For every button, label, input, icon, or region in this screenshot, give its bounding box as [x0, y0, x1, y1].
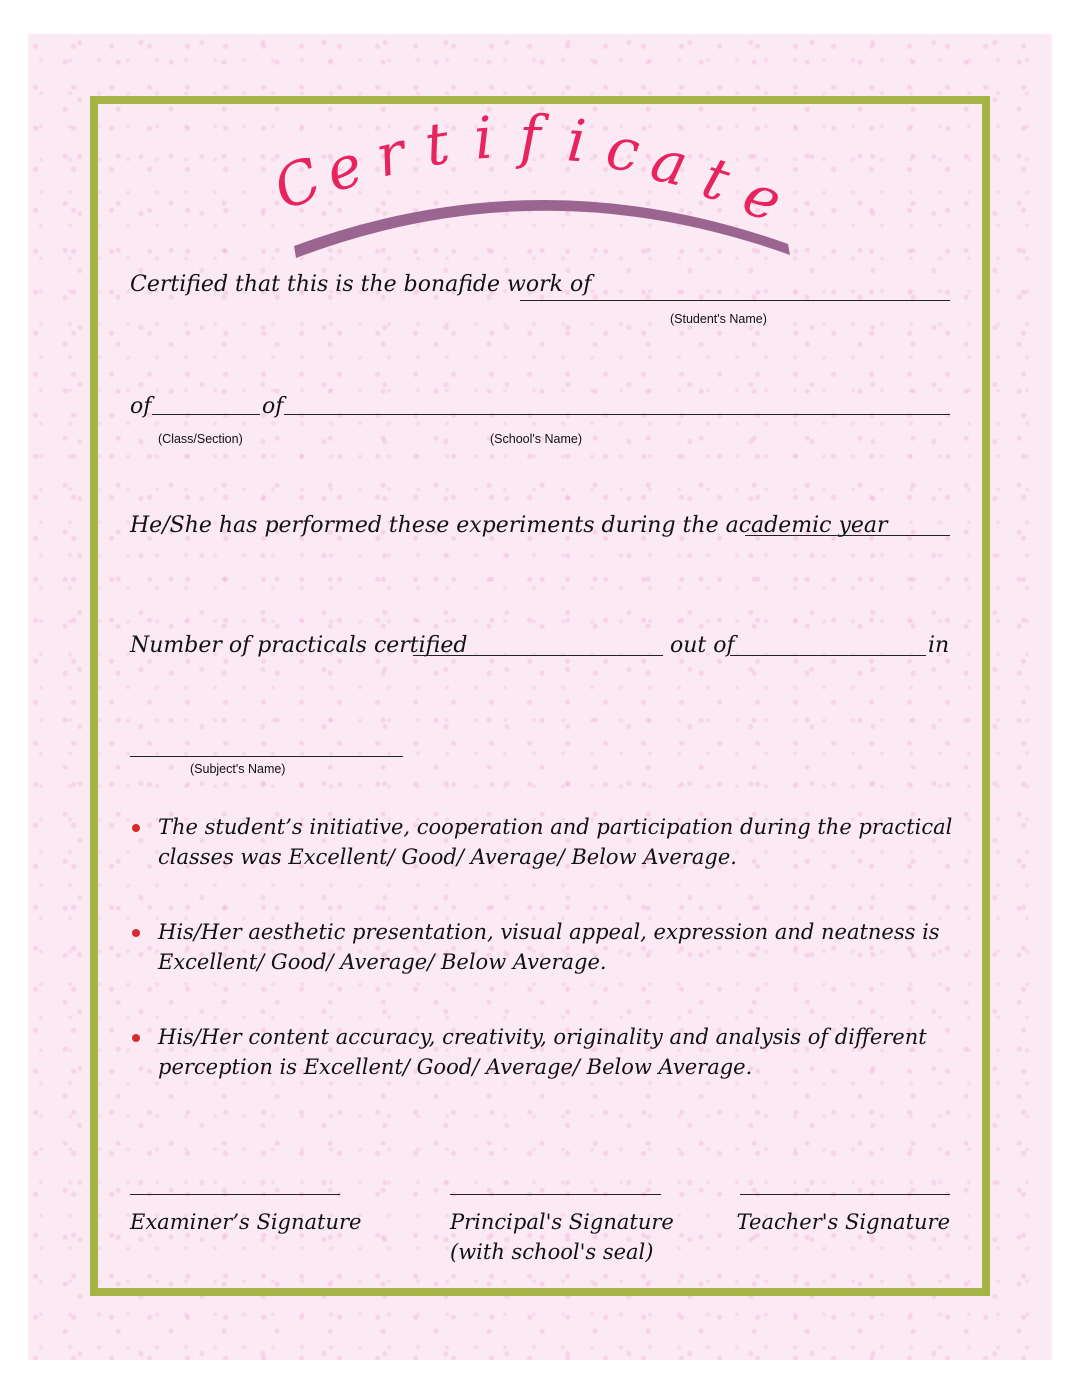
- principal-signature-label: Principal's Signature: [450, 1210, 674, 1234]
- bonafide-statement: Certified that this is the bonafide work of: [130, 272, 592, 297]
- school-caption: (School's Name): [490, 432, 582, 446]
- remark-content: His/Her content accuracy, creativity, originality and analysis of different perception is Excellent/ Good/ Average/ Below Average.: [158, 1025, 927, 1079]
- school-name-line[interactable]: [284, 414, 950, 415]
- of-label-2: of: [262, 394, 284, 419]
- title-letter: t: [420, 108, 454, 180]
- in-label: in: [928, 633, 950, 658]
- certificate-title: [264, 103, 800, 270]
- title-letter: i: [471, 103, 496, 173]
- subject-caption: (Subject's Name): [190, 762, 286, 776]
- title-letter: e: [317, 130, 371, 206]
- examiner-signature-line[interactable]: [130, 1194, 340, 1195]
- title-letter: r: [369, 118, 412, 191]
- practicals-total-line[interactable]: [730, 655, 926, 656]
- of-label-1: of: [130, 394, 152, 419]
- bullet-icon: [132, 824, 140, 832]
- title-letter: f: [519, 103, 541, 171]
- examiner-signature-label: Examiner’s Signature: [130, 1210, 362, 1234]
- out-of-label: out of: [670, 633, 735, 658]
- practicals-certified-line[interactable]: [413, 655, 663, 656]
- class-caption: (Class/Section): [158, 432, 243, 446]
- teacher-signature-line[interactable]: [740, 1194, 950, 1195]
- subject-name-line[interactable]: [130, 756, 403, 757]
- title-letter: a: [644, 125, 695, 200]
- principal-seal-note: (with school's seal): [450, 1240, 654, 1264]
- title-letter: t: [694, 143, 738, 216]
- remark-participation: The student’s initiative, cooperation and participation during the practical classes was Excellent/ Good/ Average/ Below Average.: [158, 815, 953, 869]
- remark-presentation: His/Her aesthetic presentation, visual appeal, expression and neatness is Excellent/ Good/ Average/ Below Average.: [158, 920, 940, 974]
- principal-signature-line[interactable]: [450, 1194, 661, 1195]
- bullet-icon: [132, 1034, 140, 1042]
- class-section-line[interactable]: [152, 414, 260, 415]
- student-name-line[interactable]: [520, 300, 950, 301]
- student-name-caption: (Student's Name): [670, 312, 767, 326]
- title-letter: i: [564, 106, 589, 176]
- title-letter: c: [601, 113, 645, 186]
- title-letter: C: [264, 143, 331, 224]
- academic-year-line[interactable]: [745, 535, 950, 536]
- teacher-signature-label: Teacher's Signature: [736, 1210, 950, 1234]
- title-letter: e: [733, 159, 792, 236]
- bullet-icon: [132, 929, 140, 937]
- practicals-certified-label: Number of practicals certified: [130, 633, 468, 658]
- academic-year-statement: He/She has performed these experiments during the academic year: [130, 513, 888, 538]
